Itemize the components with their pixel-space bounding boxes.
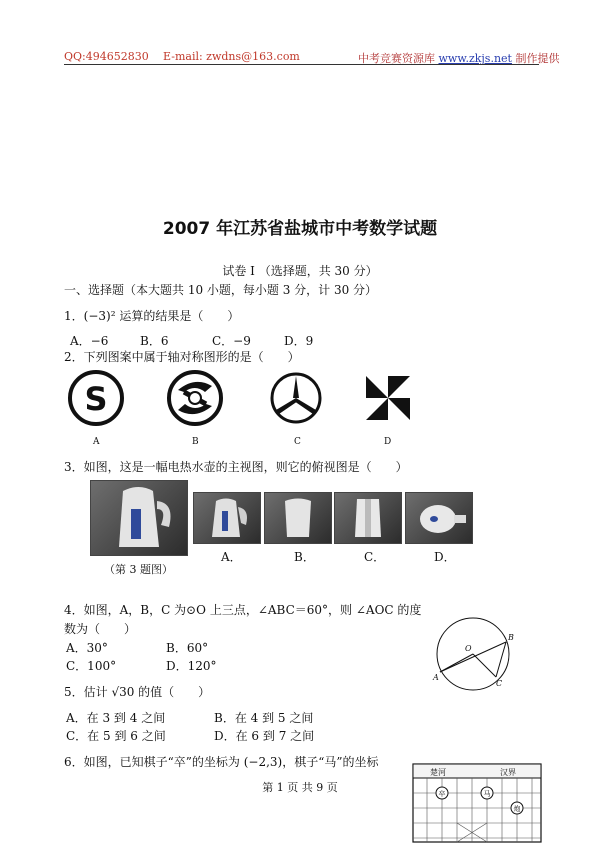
header-source-prefix: 中考竞赛资源库 (358, 52, 439, 65)
q3-label-b: B． (294, 550, 315, 564)
svg-text:炮: 炮 (513, 805, 521, 813)
q1-option-c: C．−9 (212, 334, 251, 348)
q4-point-c: C (496, 679, 503, 688)
header-email: E-mail: zwdns@163.com (163, 50, 300, 63)
q2-stem: 2．下列图案中属于轴对称图形的是（ ） (64, 350, 300, 364)
q1-option-b: B．6 (140, 334, 169, 348)
q2-figure-d (366, 376, 410, 420)
q2-label-b: B (192, 437, 199, 447)
q4-option-a: A．30° (66, 641, 108, 655)
q4-option-c: C．100° (66, 659, 117, 673)
q3-stem: 3．如图，这是一幅电热水壶的主视图，则它的俯视图是（ ） (64, 460, 408, 474)
q4-point-o: O (465, 644, 472, 653)
page-footer: 第 1 页 共 9 页 (262, 781, 338, 794)
q4-circle-figure (428, 614, 518, 694)
q2-figures (60, 370, 420, 430)
q4-stem-cont: 数为（ ） (64, 622, 137, 636)
q2-figure-c (272, 374, 320, 422)
q3-label-c: C． (364, 550, 386, 564)
q3-label-d: D． (434, 550, 456, 564)
q1-option-d: D．9 (284, 334, 314, 348)
q6-stem: 6．如图，已知棋子“卒”的坐标为 (−2,3)，棋子“马”的坐标 (64, 755, 379, 769)
header-url-link[interactable]: www.zkjs.net (438, 52, 512, 65)
svg-text:马: 马 (483, 790, 491, 798)
kettle-option-c-photo (334, 492, 402, 544)
section-heading: 一、选择题（本大题共 10 小题，每小题 3 分，计 30 分） (64, 283, 378, 297)
q5-stem: 5．估计 √30 的值（ ） (64, 685, 211, 699)
header-source-suffix: 制作提供 (511, 52, 560, 65)
q2-label-c: C (294, 437, 301, 447)
q5-option-c: C．在 5 到 6 之间 (66, 729, 166, 743)
q4-point-a: A (433, 673, 439, 682)
q4-stem: 4．如图，A，B，C 为⊙O 上三点，∠ABC＝60°，则 ∠AOC 的度 (64, 603, 422, 617)
q4-option-b: B．60° (166, 641, 209, 655)
q6-river-left: 楚河 (430, 768, 446, 777)
q2-label-d: D (384, 437, 392, 447)
q1-stem: 1．(−3)² 运算的结果是（ ） (64, 309, 240, 323)
q6-piece-pao (511, 802, 523, 814)
page-title: 2007 年江苏省盐城市中考数学试题 (162, 219, 438, 239)
kettle-option-d-photo (405, 492, 473, 544)
q2-label-a: A (93, 437, 100, 447)
q3-caption: （第 3 题图） (104, 563, 173, 576)
q1-option-a: A．−6 (70, 334, 109, 348)
q5-option-b: B．在 4 到 5 之间 (214, 711, 314, 725)
q3-label-a: A． (221, 550, 242, 564)
q2-figure-a-letter: S (84, 380, 108, 418)
q4-option-d: D．120° (166, 659, 217, 673)
header-divider (64, 64, 539, 65)
kettle-option-a-photo (193, 492, 261, 544)
header-qq: QQ:494652830 (64, 50, 149, 63)
kettle-main-photo (90, 480, 188, 556)
kettle-option-b-photo (264, 492, 332, 544)
paper-subtitle: 试卷 I （选择题，共 30 分） (222, 264, 378, 278)
q5-option-a: A．在 3 到 4 之间 (66, 711, 166, 725)
q4-point-b: B (508, 633, 514, 642)
q2-figure-a (70, 372, 122, 424)
svg-text:卒: 卒 (438, 790, 446, 798)
q6-chessboard (412, 763, 542, 843)
q5-option-d: D．在 6 到 7 之间 (214, 729, 315, 743)
q2-figure-b (169, 372, 221, 424)
q6-river-right: 汉界 (500, 768, 516, 777)
